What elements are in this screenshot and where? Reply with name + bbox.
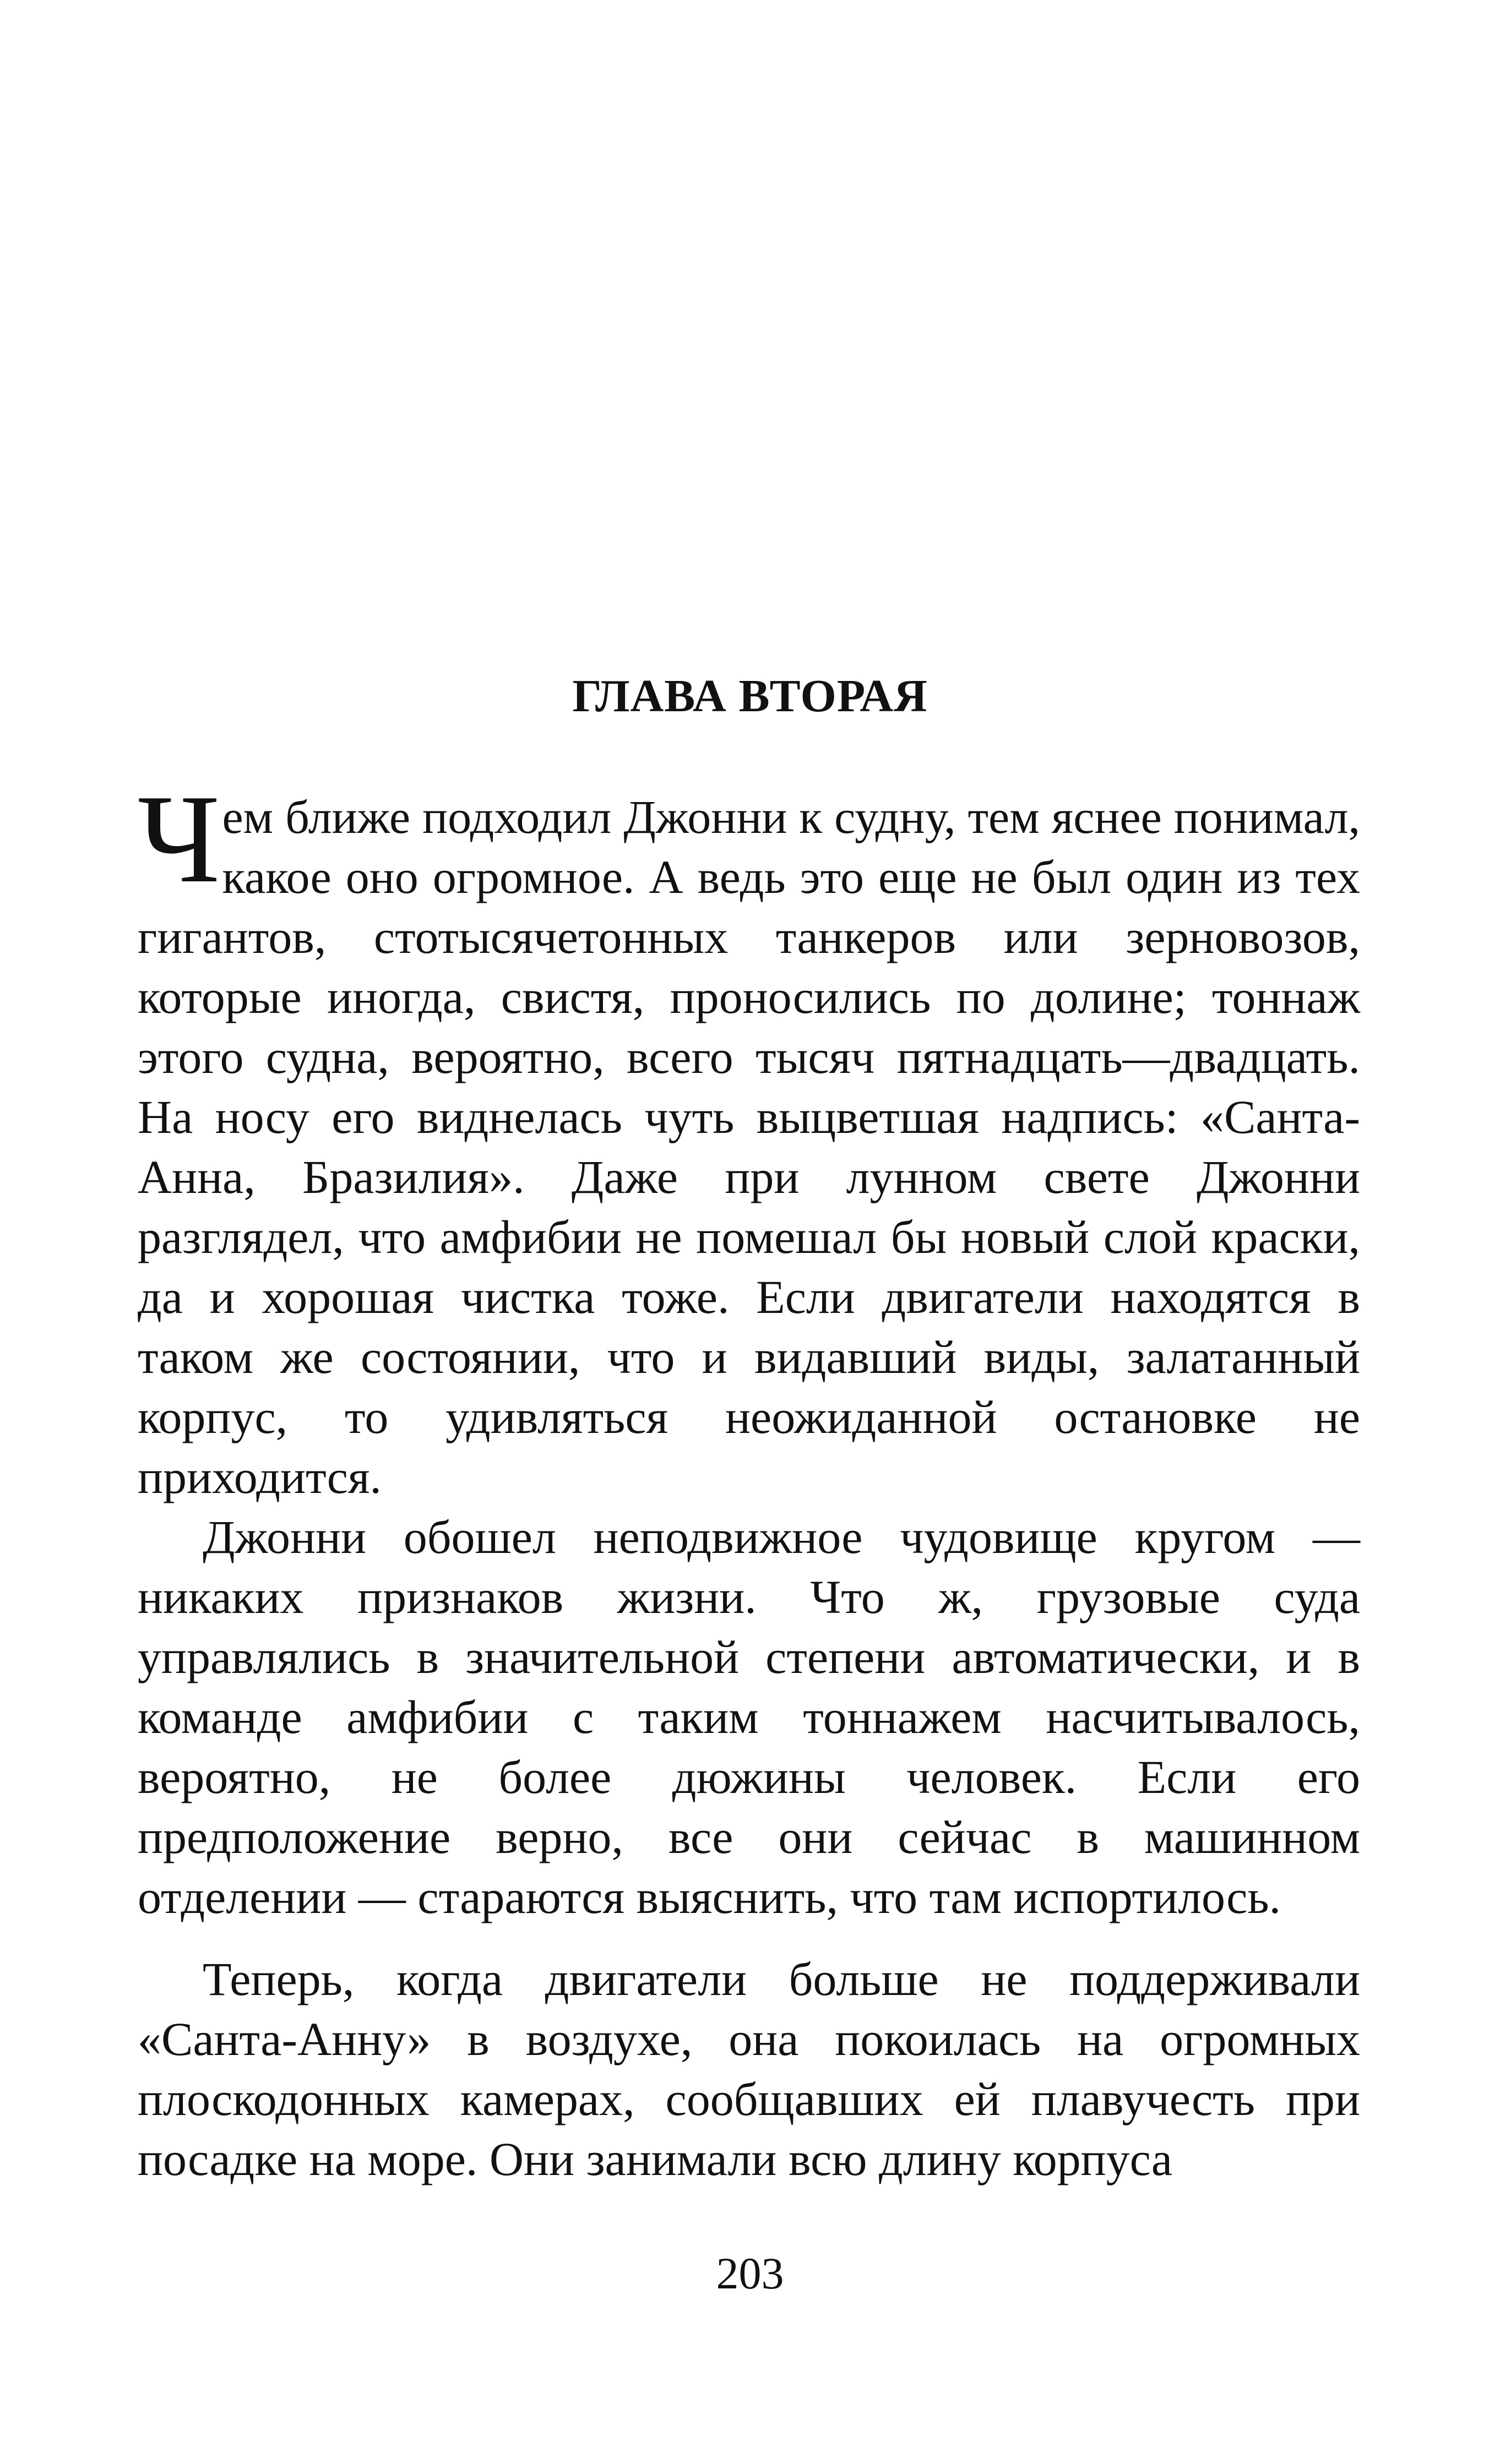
paragraph-1-text: ем ближе подходил Джонни к судну, тем яснее понимал, какое оно огромное. А ведь это еще не был один из тех гигантов, стотысячетонных танкеров или зерновозов, которые иногда, свистя, проносились по долине; тоннаж этого судна, вероятно, всего тысяч пятнадцать—двадцать. На носу его виднелась чуть выцветшая надпись: «Санта-Анна, Бразилия». Даже при лунном свете Джонни разглядел, что амфибии не помешал бы новый слой краски, да и хорошая чистка тоже. Если двигатели находятся в таком же состоянии, что и видавший виды, залатанный корпус, то удивляться неожиданной остановке не приходится. <box>138 791 1360 1503</box>
paragraph-2-text: Джонни обошел неподвижное чудовище кругом — никаких признаков жизни. Что ж, грузовые суда управлялись в значительной степени автоматически, и в команде амфибии с таким тоннажем насчитывалось, вероятно, не более дюжины человек. Если его предположение верно, все они сейчас в машинном отделении — стараются выяснить, что там испортилось. <box>138 1511 1360 1923</box>
drop-cap-letter: Ч <box>138 768 220 909</box>
paragraph-1 <box>138 768 1360 1507</box>
chapter-body <box>138 768 1360 2189</box>
chapter-title: ГЛАВА ВТОРАЯ <box>572 670 928 722</box>
paragraph-3-text: Теперь, когда двигатели больше не поддерживали «Санта-Анну» в воздухе, она покоилась на огромных плоскодонных камерах, сообщавших ей плавучесть при посадке на море. Они занимали всю длину корпуса <box>138 1953 1360 2185</box>
paragraph-2 <box>138 1507 1360 1927</box>
paragraph-3 <box>138 1949 1360 2189</box>
page-number: 203 <box>716 2248 784 2298</box>
